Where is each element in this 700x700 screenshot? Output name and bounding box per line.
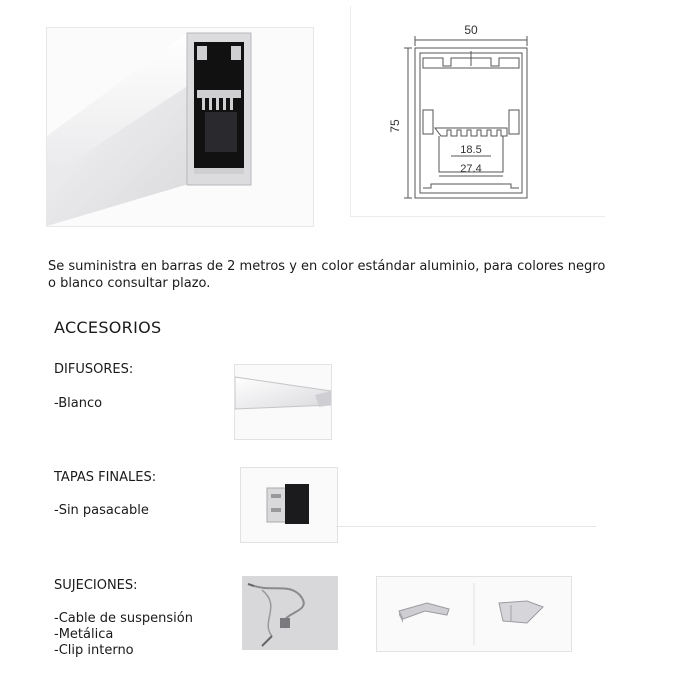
dim-inner-small-label: 18.5: [460, 144, 482, 156]
accessories-heading: ACCESORIOS: [54, 318, 162, 337]
end-caps-label: TAPAS FINALES:: [54, 470, 157, 485]
end-cap-image: [240, 467, 338, 543]
diffusers-label: DIFUSORES:: [54, 362, 134, 377]
end-caps-divider: [336, 526, 596, 527]
fixing-item-cable: -Cable de suspensión: [54, 611, 193, 626]
dim-height-label: 75: [388, 119, 402, 133]
dim-inner-large-label: 27.4: [460, 163, 482, 175]
fixings-label: SUJECIONES:: [54, 578, 138, 593]
profile-photo: [46, 27, 314, 227]
technical-drawing: [350, 6, 605, 217]
profile-render: [47, 28, 313, 226]
dim-width-label: 50: [464, 23, 478, 37]
fixing-item-clip: -Clip interno: [54, 643, 134, 658]
metal-clips-image: [376, 576, 572, 652]
fixing-item-metal: -Metálica: [54, 627, 114, 642]
suspension-cable-image: [242, 576, 338, 650]
diffuser-image: [234, 364, 332, 440]
diffuser-item-white: -Blanco: [54, 396, 103, 411]
cross-section-diagram: [351, 6, 605, 216]
supply-description: Se suministra en barras de 2 metros y en color estándar aluminio, para colores negro o blanco consultar plazo.: [48, 259, 606, 291]
end-cap-item-no-cable: -Sin pasacable: [54, 503, 149, 518]
